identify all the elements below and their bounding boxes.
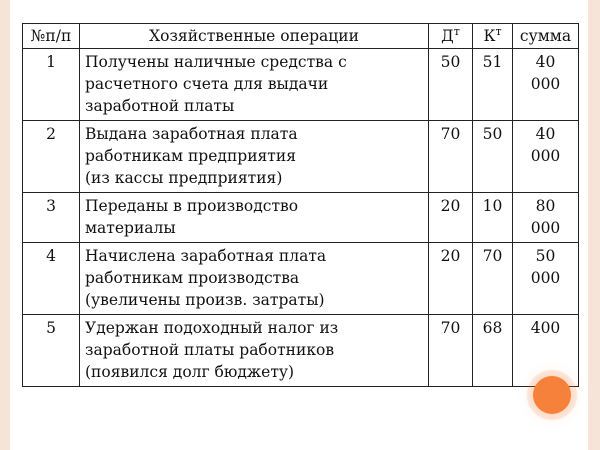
- debit-account: 20: [440, 197, 461, 215]
- orange-circle-decoration: [533, 376, 571, 414]
- table-row: [23, 193, 579, 243]
- row-number-cell: [23, 49, 80, 121]
- debit-cell: [429, 49, 473, 121]
- operation-text-line: Начислена заработная плата: [85, 247, 327, 265]
- table-row: [23, 49, 579, 121]
- credit-cell: [473, 315, 513, 387]
- sum-value-line: 80: [535, 197, 556, 215]
- header-operation: Хозяйственные операции: [80, 24, 429, 49]
- credit-account: 51: [482, 53, 503, 71]
- operation-text-line: Удержан подоходный налог из: [85, 319, 339, 337]
- table-row: [23, 243, 579, 315]
- debit-account: 70: [440, 125, 461, 143]
- row-number: 4: [46, 247, 56, 265]
- credit-account: 10: [482, 197, 503, 215]
- debit-cell: [429, 121, 473, 193]
- sum-value-line: 50: [535, 247, 556, 265]
- sum-value-line: 000: [530, 269, 561, 287]
- credit-cell: [473, 193, 513, 243]
- header-credit-sup: т: [495, 24, 502, 38]
- row-number-cell: [23, 121, 80, 193]
- credit-account: 70: [482, 247, 503, 265]
- sum-value-line: 000: [530, 147, 561, 165]
- operation-text-line: (из кассы предприятия): [85, 169, 283, 187]
- operation-cell: [80, 121, 429, 193]
- debit-cell: [429, 243, 473, 315]
- operation-text-line: работникам производства: [85, 269, 300, 287]
- right-decorative-border: [588, 0, 600, 450]
- header-sum: сумма: [513, 24, 579, 49]
- table-row: [23, 121, 579, 193]
- credit-cell: [473, 121, 513, 193]
- sum-cell: [513, 49, 579, 121]
- operations-table: [22, 23, 579, 387]
- debit-cell: [429, 315, 473, 387]
- operation-text-line: Получены наличные средства с: [85, 53, 347, 71]
- sum-value-line: 40: [535, 53, 556, 71]
- row-number: 3: [46, 197, 56, 215]
- operation-cell: [80, 243, 429, 315]
- debit-account: 50: [440, 53, 461, 71]
- operation-text-line: работникам предприятия: [85, 147, 296, 165]
- row-number-cell: [23, 315, 80, 387]
- header-num: №п/п: [23, 24, 80, 49]
- debit-account: 70: [440, 319, 461, 337]
- sum-value-line: 000: [530, 219, 561, 237]
- sum-value-line: 400: [530, 319, 561, 337]
- table-row: [23, 315, 579, 387]
- sum-cell: [513, 193, 579, 243]
- sum-cell: [513, 243, 579, 315]
- sum-value-line: 000: [530, 75, 561, 93]
- operation-cell: [80, 193, 429, 243]
- credit-account: 68: [482, 319, 503, 337]
- operation-text-line: Переданы в производство: [85, 197, 299, 215]
- left-decorative-border: [0, 0, 10, 450]
- header-debit-sup: т: [453, 24, 460, 38]
- row-number-cell: [23, 243, 80, 315]
- operation-text-line: заработной платы работников: [85, 341, 335, 359]
- header-debit: $Д^т$: [429, 24, 473, 49]
- credit-cell: [473, 49, 513, 121]
- debit-account: 20: [440, 247, 461, 265]
- row-number: 5: [46, 319, 56, 337]
- operation-text-line: заработной платы: [85, 97, 235, 115]
- sum-value-line: 40: [535, 125, 556, 143]
- row-number: 1: [46, 53, 56, 71]
- operation-text-line: (появился долг бюджету): [85, 363, 295, 381]
- operation-cell: [80, 315, 429, 387]
- row-number-cell: [23, 193, 80, 243]
- operation-text-line: расчетного счета для выдачи: [85, 75, 329, 93]
- sum-cell: [513, 315, 579, 387]
- operation-text-line: Выдана заработная плата: [85, 125, 298, 143]
- debit-cell: [429, 193, 473, 243]
- operation-cell: [80, 49, 429, 121]
- sum-cell: [513, 121, 579, 193]
- header-row: [23, 24, 579, 49]
- operation-text-line: (увеличены произв. затраты): [85, 291, 325, 309]
- credit-account: 50: [482, 125, 503, 143]
- row-number: 2: [46, 125, 56, 143]
- header-credit: $К^т$: [473, 24, 513, 49]
- credit-cell: [473, 243, 513, 315]
- operation-text-line: материалы: [85, 219, 176, 237]
